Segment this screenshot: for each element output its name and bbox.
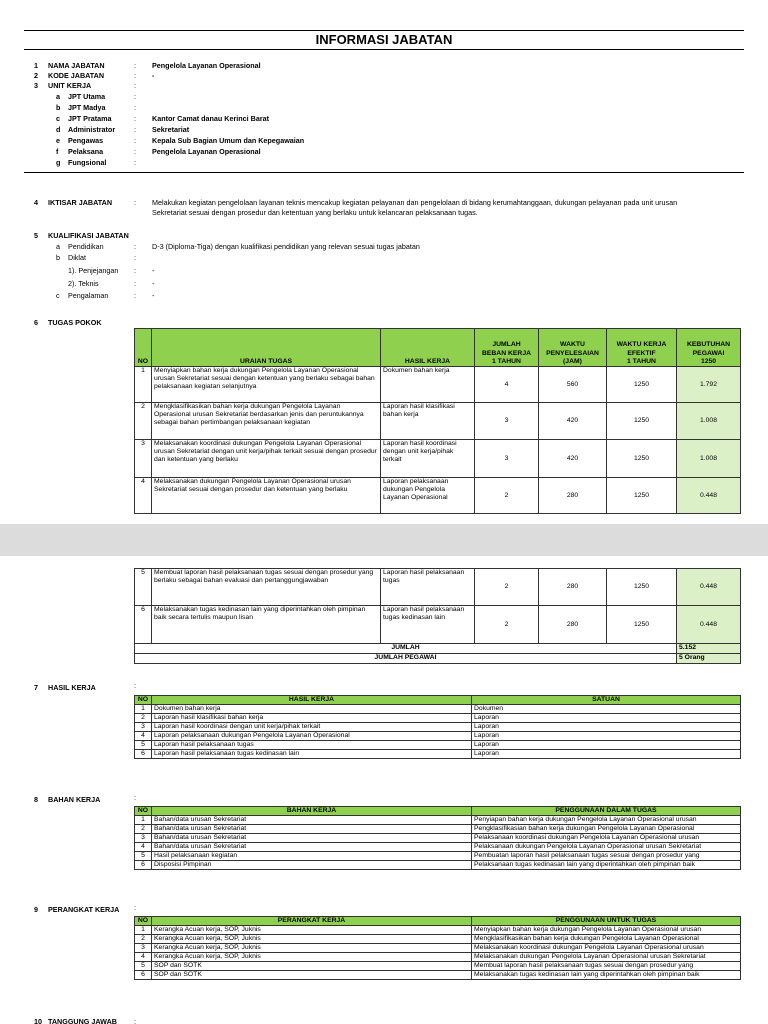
field-label-ikhtisar: IKTISAR JABATAN: [48, 198, 113, 207]
section-label-tugas-pokok: TUGAS POKOK: [48, 318, 102, 327]
cell-uraian: Melaksanakan dukungan Pengelola Layanan Operasional urusan Sekretariat sesuai dengan prosedur dan ketentuan yang berlaku: [152, 478, 381, 514]
cell-penggunaan: Pembuatan laporan hasil pelaksanaan tugas sesuai dengan prosedur yang: [472, 852, 741, 861]
cell-hasil-kerja: Laporan hasil pelaksanaan tugas kedinasan lain: [152, 750, 472, 759]
section-number: 5: [34, 231, 38, 240]
cell-penggunaan: Mengklasifikasikan bahan kerja dukungan Pengelola Layanan Operasional: [472, 935, 741, 944]
colon: :: [134, 114, 136, 123]
cell-bahan-kerja: Bahan/data urusan Sekretariat: [152, 825, 472, 834]
col-header-no: NO: [135, 329, 152, 367]
kualifikasi-label-penjenjangan: 1). Penjejangan: [68, 266, 119, 275]
colon: :: [134, 81, 136, 90]
total-row: [135, 654, 741, 664]
section-number: 3: [34, 81, 38, 90]
colon: :: [134, 103, 136, 112]
cell-kebutuhan: 1.792: [677, 367, 741, 403]
cell-no: 5: [135, 852, 152, 861]
unit-label: JPT Utama: [68, 92, 106, 101]
col-header-penggunaan: PENGGUNAAN DALAM TUGAS: [472, 807, 741, 816]
table-row: [135, 953, 741, 962]
cell-waktu: 420: [539, 440, 607, 478]
cell-hasil-kerja: Dokumen bahan kerja: [152, 705, 472, 714]
cell-efektif: 1250: [607, 440, 677, 478]
section-number: 2: [34, 71, 38, 80]
cell-perangkat-kerja: Kerangka Acuan kerja, SOP, Juknis: [152, 944, 472, 953]
col-header-kebutuhan: [677, 329, 741, 367]
table-row: [135, 403, 741, 440]
table-row: [135, 714, 741, 723]
cell-satuan: Laporan: [472, 741, 741, 750]
kualifikasi-value-teknis: -: [152, 279, 155, 288]
cell-beban: 3: [475, 403, 539, 440]
cell-no: 5: [135, 569, 152, 606]
page-2: [0, 556, 768, 1024]
tugas-pokok-table: [134, 328, 741, 514]
jumlah-pegawai-value: 5 Orang: [677, 654, 741, 664]
table-row: [135, 478, 741, 514]
colon: :: [134, 198, 136, 207]
field-label-unit-kerja: UNIT KERJA: [48, 81, 92, 90]
table-row: [135, 705, 741, 714]
cell-hasil: Laporan hasil klasifikasi bahan kerja: [381, 403, 475, 440]
cell-no: 6: [135, 606, 152, 644]
cell-hasil: Laporan hasil pelaksanaan tugas kedinasan lain: [381, 606, 475, 644]
cell-perangkat-kerja: SOP dan SOTK: [152, 962, 472, 971]
section-number: 9: [34, 905, 38, 914]
cell-perangkat-kerja: Kerangka Acuan kerja, SOP, Juknis: [152, 953, 472, 962]
cell-waktu: 280: [539, 478, 607, 514]
colon: :: [134, 253, 136, 262]
section-number: 1: [34, 61, 38, 70]
cell-penggunaan: Melaksanakan koordinasi dukungan Pengelola Layanan Operasional urusan: [472, 944, 741, 953]
col-header-perangkat-kerja: PERANGKAT KERJA: [152, 917, 472, 926]
cell-no: 4: [135, 732, 152, 741]
cell-satuan: Laporan: [472, 732, 741, 741]
cell-hasil: Laporan pelaksanaan dukungan Pengelola Layanan Operasional: [381, 478, 475, 514]
cell-uraian: Mengklasifikasikan bahan kerja dukungan Pengelola Layanan Operasional urusan Sekretariat berdasarkan jenis dan peruntukannya sebagai bahan pertimbangan pelaksanaan kegiatan: [152, 403, 381, 440]
cell-penggunaan: Pelaksanaan tugas kedinasan lain yang diperintahkan oleh pimpinan baik: [472, 861, 741, 870]
table-row: [135, 962, 741, 971]
cell-uraian: Menyiapkan bahan kerja dukungan Pengelola Layanan Operasional urusan Sekretariat sesuai dengan ketentuan yang berlaku sebagai bahan pelaksanaan kegiatan selanjutnya: [152, 367, 381, 403]
ikhtisar-text-line-1: Melakukan kegiatan pengelolaan layanan teknis mencakup kegiatan pelayanan dan pengelolaan di bidang kerumahtanggaan, dukungan pelayanan pada unit urusan: [152, 198, 678, 207]
unit-label: Administrator: [68, 125, 116, 134]
header-line: BEBAN KERJA: [481, 349, 532, 357]
kualifikasi-letter: c: [56, 291, 60, 300]
table-row: [135, 834, 741, 843]
cell-bahan-kerja: Hasil pelaksanaan kegiatan: [152, 852, 472, 861]
cell-satuan: Laporan: [472, 714, 741, 723]
kualifikasi-value-pengalaman: -: [152, 291, 155, 300]
section-label-hasil-kerja: HASIL KERJA: [48, 683, 96, 692]
unit-value: Pengelola Layanan Operasional: [152, 147, 261, 156]
bahan-kerja-table: [134, 806, 741, 870]
col-header-uraian: URAIAN TUGAS: [152, 329, 381, 367]
colon: :: [134, 793, 136, 802]
table-row: [135, 750, 741, 759]
section-number: 6: [34, 318, 38, 327]
col-header-waktu: [539, 329, 607, 367]
cell-no: 3: [135, 944, 152, 953]
col-header-hasil: HASIL KERJA: [381, 329, 475, 367]
kualifikasi-label-teknis: 2). Teknis: [68, 279, 99, 288]
field-value-nama-jabatan: Pengelola Layanan Operasional: [152, 61, 261, 70]
col-header-bahan-kerja: BAHAN KERJA: [152, 807, 472, 816]
table-row: [135, 971, 741, 980]
header-line: EFEKTIF: [627, 349, 656, 357]
table-row: [135, 440, 741, 478]
section-label-perangkat-kerja: PERANGKAT KERJA: [48, 905, 120, 914]
cell-hasil-kerja: Laporan hasil koordinasi dengan unit kerja/pihak terkait: [152, 723, 472, 732]
cell-penggunaan: Penyiapan bahan kerja dukungan Pengelola Layanan Operasional urusan: [472, 816, 741, 825]
header-line: JUMLAH: [492, 341, 521, 349]
cell-bahan-kerja: Disposisi Pimpinan: [152, 861, 472, 870]
table-row: [135, 852, 741, 861]
cell-no: 2: [135, 935, 152, 944]
cell-penggunaan: Membuat laporan hasil pelaksanaan tugas sesuai dengan prosedur yang: [472, 962, 741, 971]
cell-penggunaan: Melaksanakan tugas kedinasan lain yang diperintahkan oleh pimpinan baik: [472, 971, 741, 980]
table-header-row: [135, 807, 741, 816]
colon: :: [134, 903, 136, 912]
colon: :: [134, 92, 136, 101]
kualifikasi-letter: a: [56, 242, 60, 251]
unit-letter: e: [56, 136, 60, 145]
colon: :: [134, 291, 136, 300]
cell-waktu: 420: [539, 403, 607, 440]
unit-letter: g: [56, 158, 61, 167]
unit-letter: f: [56, 147, 59, 156]
table-row: [135, 926, 741, 935]
col-header-satuan: SATUAN: [472, 696, 741, 705]
cell-penggunaan: Melaksanakan dukungan Pengelola Layanan Operasional urusan Sekretariat: [472, 953, 741, 962]
section-number: 10: [34, 1017, 42, 1024]
perangkat-kerja-table: [134, 916, 741, 980]
header-line: WAKTU: [560, 341, 585, 349]
col-header-beban: [475, 329, 539, 367]
cell-penggunaan: Pengklasifikasian bahan kerja dukungan Pengelola Layanan Operasional: [472, 825, 741, 834]
cell-bahan-kerja: Bahan/data urusan Sekretariat: [152, 843, 472, 852]
field-label-kualifikasi: KUALIFIKASI JABATAN: [48, 231, 129, 240]
header-line: 1 TAHUN: [492, 357, 521, 365]
header-line: KEBUTUHAN: [686, 341, 731, 349]
table-header-row: [135, 696, 741, 705]
section-label-tanggung-jawab: TANGGUNG JAWAB: [48, 1017, 117, 1024]
cell-beban: 4: [475, 367, 539, 403]
unit-letter: a: [56, 92, 60, 101]
cell-no: 2: [135, 403, 152, 440]
hasil-kerja-table: [134, 695, 741, 759]
cell-hasil-kerja: Laporan hasil pelaksanaan tugas: [152, 741, 472, 750]
unit-letter: b: [56, 103, 61, 112]
cell-no: 4: [135, 478, 152, 514]
table-row: [135, 816, 741, 825]
col-header-no: NO: [135, 917, 152, 926]
cell-waktu: 280: [539, 569, 607, 606]
cell-uraian: Membuat laporan hasil pelaksanaan tugas sesuai dengan prosedur yang berlaku sebagai bahan evaluasi dan pertanggungjawaban: [152, 569, 381, 606]
cell-efektif: 1250: [607, 367, 677, 403]
cell-no: 1: [135, 367, 152, 403]
table-header-row: [135, 917, 741, 926]
cell-beban: 3: [475, 440, 539, 478]
cell-efektif: 1250: [607, 569, 677, 606]
jumlah-value: 5.152: [677, 644, 741, 654]
col-header-no: NO: [135, 696, 152, 705]
colon: :: [134, 242, 136, 251]
cell-hasil: Laporan hasil pelaksanaan tugas: [381, 569, 475, 606]
unit-value: Kepala Sub Bagian Umum dan Kepegawaian: [152, 136, 305, 145]
colon: :: [134, 279, 136, 288]
cell-bahan-kerja: Bahan/data urusan Sekretariat: [152, 816, 472, 825]
kualifikasi-value-penjenjangan: -: [152, 266, 155, 275]
kualifikasi-label-pendidikan: Pendidikan: [68, 242, 104, 251]
cell-no: 4: [135, 953, 152, 962]
cell-kebutuhan: 1.008: [677, 403, 741, 440]
table-row: [135, 723, 741, 732]
ikhtisar-text-line-2: Sekretariat sesuai dengan prosedur dan ketentuan yang berlaku untuk kelancaran pelaksanaan tugas.: [152, 208, 478, 217]
cell-kebutuhan: 0.448: [677, 569, 741, 606]
section-number: 8: [34, 795, 38, 804]
cell-efektif: 1250: [607, 403, 677, 440]
cell-perangkat-kerja: SOP dan SOTK: [152, 971, 472, 980]
cell-no: 6: [135, 861, 152, 870]
unit-label: JPT Madya: [68, 103, 106, 112]
field-label-nama-jabatan: NAMA JABATAN: [48, 61, 105, 70]
colon: :: [134, 158, 136, 167]
cell-hasil-kerja: Laporan hasil klasifikasi bahan kerja: [152, 714, 472, 723]
cell-beban: 2: [475, 478, 539, 514]
header-line: WAKTU KERJA: [616, 341, 667, 349]
cell-kebutuhan: 0.448: [677, 606, 741, 644]
cell-no: 3: [135, 723, 152, 732]
header-line: 1250: [700, 357, 717, 365]
cell-satuan: Dokumen: [472, 705, 741, 714]
col-header-no: NO: [135, 807, 152, 816]
cell-no: 4: [135, 843, 152, 852]
cell-no: 1: [135, 816, 152, 825]
cell-hasil: Dokumen bahan kerja: [381, 367, 475, 403]
section-label-bahan-kerja: BAHAN KERJA: [48, 795, 101, 804]
cell-no: 6: [135, 971, 152, 980]
cell-satuan: Laporan: [472, 750, 741, 759]
jumlah-label: JUMLAH: [135, 644, 677, 654]
unit-label: JPT Pratama: [68, 114, 112, 123]
colon: :: [134, 147, 136, 156]
cell-perangkat-kerja: Kerangka Acuan kerja, SOP, Juknis: [152, 935, 472, 944]
unit-label: Pengawas: [68, 136, 104, 145]
cell-no: 1: [135, 705, 152, 714]
header-line: PENYELESAIAN: [546, 349, 599, 357]
colon: :: [134, 266, 136, 275]
jumlah-pegawai-label: JUMLAH PEGAWAI: [135, 654, 677, 664]
cell-penggunaan: Pelaksanaan koordinasi dukungan Pengelola Layanan Operasional urusan: [472, 834, 741, 843]
cell-penggunaan: Menyiapkan bahan kerja dukungan Pengelola Layanan Operasional urusan: [472, 926, 741, 935]
cell-uraian: Melaksanakan tugas kedinasan lain yang diperintahkan oleh pimpinan baik secara tertulis maupun lisan: [152, 606, 381, 644]
unit-letter: c: [56, 114, 60, 123]
unit-label: Fungsional: [68, 158, 107, 167]
tugas-pokok-table-continued: [134, 568, 741, 664]
cell-no: 2: [135, 714, 152, 723]
table-row: [135, 367, 741, 403]
field-label-kode-jabatan: KODE JABATAN: [48, 71, 105, 80]
cell-penggunaan: Pelaksanaan dukungan Pengelola Layanan Operasional urusan Sekretariat: [472, 843, 741, 852]
unit-label: Pelaksana: [68, 147, 104, 156]
field-value-kode-jabatan: -: [152, 71, 155, 80]
colon: :: [134, 61, 136, 70]
cell-no: 3: [135, 834, 152, 843]
cell-perangkat-kerja: Kerangka Acuan kerja, SOP, Juknis: [152, 926, 472, 935]
section-number: 7: [34, 683, 38, 692]
cell-waktu: 280: [539, 606, 607, 644]
cell-hasil: Laporan hasil koordinasi dengan unit kerja/pihak terkait: [381, 440, 475, 478]
col-header-efektif: [607, 329, 677, 367]
colon: :: [134, 71, 136, 80]
header-line: PEGAWAI: [692, 349, 725, 357]
divider: [24, 172, 744, 173]
cell-waktu: 560: [539, 367, 607, 403]
cell-bahan-kerja: Bahan/data urusan Sekretariat: [152, 834, 472, 843]
col-header-hasil-kerja: HASIL KERJA: [152, 696, 472, 705]
cell-no: 1: [135, 926, 152, 935]
table-row: [135, 843, 741, 852]
kualifikasi-letter: b: [56, 253, 60, 262]
cell-no: 2: [135, 825, 152, 834]
cell-kebutuhan: 1.008: [677, 440, 741, 478]
colon: :: [134, 681, 136, 690]
colon: :: [134, 125, 136, 134]
colon: :: [134, 136, 136, 145]
cell-efektif: 1250: [607, 606, 677, 644]
col-header-penggunaan: PENGGUNAAN UNTUK TUGAS: [472, 917, 741, 926]
unit-value: Kantor Camat danau Kerinci Barat: [152, 114, 270, 123]
cell-beban: 2: [475, 606, 539, 644]
table-row: [135, 569, 741, 606]
cell-hasil-kerja: Laporan pelaksanaan dukungan Pengelola Layanan Operasional: [152, 732, 472, 741]
cell-no: 6: [135, 750, 152, 759]
total-row: [135, 644, 741, 654]
table-row: [135, 861, 741, 870]
header-line: (JAM): [563, 357, 582, 365]
table-row: [135, 741, 741, 750]
page-title: INFORMASI JABATAN: [24, 30, 744, 50]
table-row: [135, 732, 741, 741]
table-header-row: [135, 329, 741, 367]
kualifikasi-label-pengalaman: Pengalaman: [68, 291, 109, 300]
cell-no: 3: [135, 440, 152, 478]
table-row: [135, 935, 741, 944]
cell-kebutuhan: 0.448: [677, 478, 741, 514]
kualifikasi-label-diklat: Diklat: [68, 253, 86, 262]
cell-no: 5: [135, 962, 152, 971]
section-number: 4: [34, 198, 38, 207]
cell-beban: 2: [475, 569, 539, 606]
cell-satuan: Laporan: [472, 723, 741, 732]
table-row: [135, 944, 741, 953]
table-row: [135, 825, 741, 834]
cell-efektif: 1250: [607, 478, 677, 514]
kualifikasi-value-pendidikan: D-3 (Diploma-Tiga) dengan kualifikasi pendidikan yang relevan sesuai tugas jabatan: [152, 242, 420, 251]
unit-letter: d: [56, 125, 61, 134]
unit-value: Sekretariat: [152, 125, 190, 134]
cell-uraian: Melaksanakan koordinasi dukungan Pengelola Layanan Operasional urusan Sekretariat dengan unit kerja/pihak terkait sesuai dengan prosedur dan ketentuan yang berlaku: [152, 440, 381, 478]
cell-no: 5: [135, 741, 152, 750]
table-row: [135, 606, 741, 644]
colon: :: [134, 1017, 136, 1024]
header-line: 1 TAHUN: [627, 357, 656, 365]
